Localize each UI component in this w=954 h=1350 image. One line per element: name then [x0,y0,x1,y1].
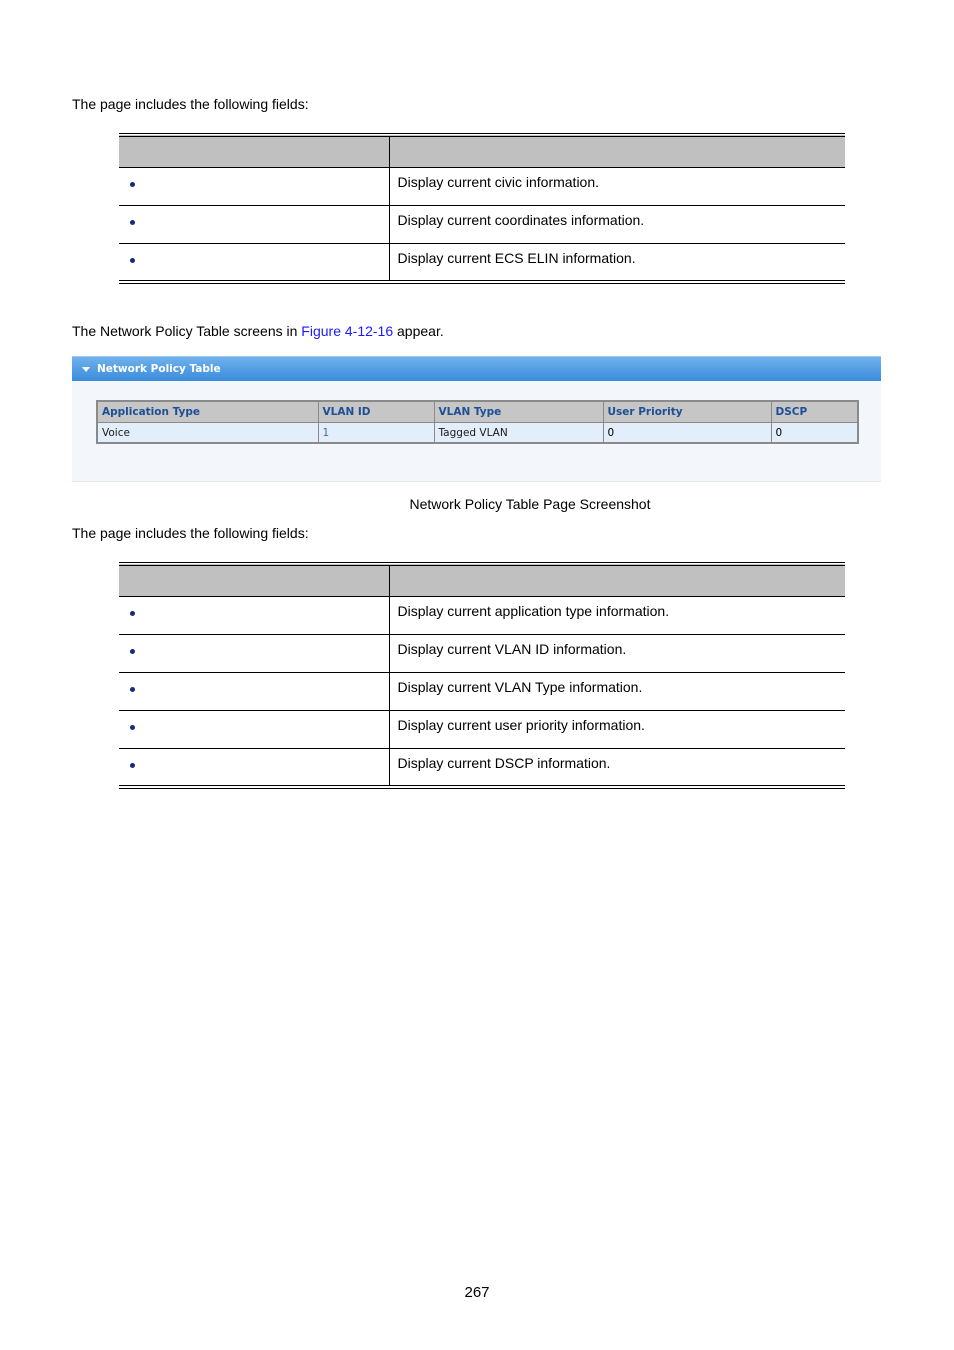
bullet-icon [130,763,135,768]
figure-caption: Network Policy Table Page Screenshot [409,496,651,512]
col-application-type: Application Type [97,401,318,423]
object-cell [119,749,389,787]
bullet-icon [130,725,135,730]
description-cell: Display current ECS ELIN information. [389,244,845,282]
col-user-priority: User Priority [603,401,771,423]
table-row [119,597,845,635]
table-row [119,673,845,711]
cell-user-priority: 0 [603,423,771,444]
table-row [119,206,845,244]
table-header-row [119,564,845,597]
collapse-caret-icon[interactable] [82,367,90,372]
col-dscp: DSCP [771,401,858,423]
description-cell: Display current coordinates information. [389,206,845,244]
table-row [119,711,845,749]
table-row [119,168,845,206]
cell-vlan-type: Tagged VLAN [434,423,603,444]
bullet-icon [130,649,135,654]
table-row [119,635,845,673]
cell-dscp: 0 [771,423,858,444]
col-vlan-id: VLAN ID [318,401,434,423]
object-cell [119,168,389,206]
description-cell: Display current civic information. [389,168,845,206]
bullet-icon [130,182,135,187]
bullet-icon [130,258,135,263]
cell-vlan-id: 1 [318,423,434,444]
description-cell: Display current user priority information. [389,711,845,749]
figure-reference-text [72,323,444,339]
intro-text-1: The page includes the following fields: [72,96,309,112]
object-cell [119,635,389,673]
figure-reference-after: appear. [393,323,444,339]
npt-row [97,423,858,444]
table-header-row [119,135,845,168]
fields-table-2 [119,562,845,789]
object-cell [119,711,389,749]
table-row [119,749,845,787]
bullet-icon [130,220,135,225]
figure-reference-before: The Network Policy Table screens in [72,323,302,339]
description-cell: Display current application type information. [389,597,845,635]
npt-header-row [97,401,858,423]
network-policy-panel [72,356,881,482]
bullet-icon [130,687,135,692]
object-cell [119,206,389,244]
description-cell: Display current DSCP information. [389,749,845,787]
header-cell-description [389,135,845,168]
header-cell-description [389,564,845,597]
panel-title: Network Policy Table [97,363,221,375]
network-policy-table [96,400,859,444]
header-cell-object [119,564,389,597]
page-number: 267 [464,1284,490,1301]
description-cell: Display current VLAN ID information. [389,635,845,673]
description-cell: Display current VLAN Type information. [389,673,845,711]
object-cell [119,244,389,282]
header-cell-object [119,135,389,168]
panel-header[interactable] [72,356,881,381]
figure-link[interactable]: Figure 4-12-16 [301,323,394,339]
object-cell [119,673,389,711]
object-cell [119,597,389,635]
fields-table-1 [119,133,845,284]
bullet-icon [130,611,135,616]
intro-text-2: The page includes the following fields: [72,525,309,541]
cell-application-type: Voice [97,423,318,444]
table-row [119,244,845,282]
col-vlan-type: VLAN Type [434,401,603,423]
